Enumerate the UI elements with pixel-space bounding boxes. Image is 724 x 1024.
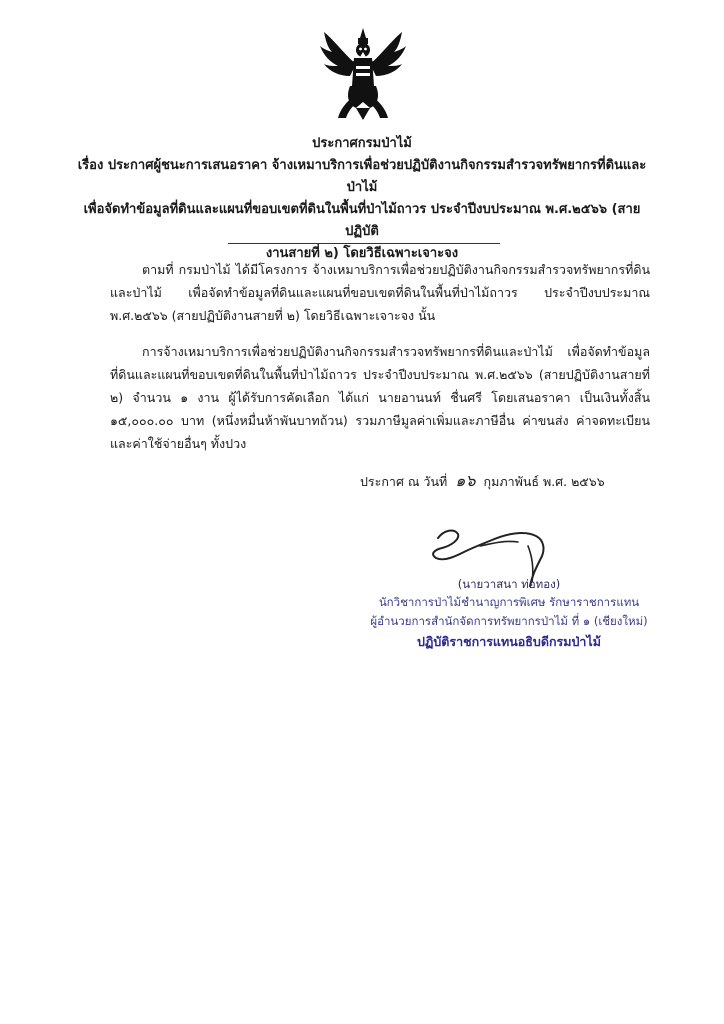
separator-line (228, 243, 500, 244)
document-title: ประกาศกรมป่าไม้ (312, 136, 412, 151)
official-stamp-text: ปฏิบัติราชการแทนอธิบดีกรมป่าไม้ (417, 634, 601, 649)
announce-prefix: ประกาศ ณ วันที่ (360, 474, 448, 489)
subject-line: เพื่อจัดทำข้อมูลที่ดินและแผนที่ขอบเขตที่ดินในพื้นที่ป่าไม้ถาวร ประจำปีงบประมาณ พ.ศ.๒๕๖๖ (สายปฏิบัติ (83, 202, 641, 239)
signer-position-1: นักวิชาการป่าไม้ชำนาญการพิเศษ รักษาราชการแทน (378, 595, 640, 609)
subject-line: เรื่อง ประกาศผู้ชนะการเสนอราคา จ้างเหมาบริการเพื่อช่วยปฏิบัติงานกิจกรรมสำรวจทรัพยากรที่ดินและป่าไม้ (77, 158, 647, 195)
paragraph-award-text: การจ้างเหมาบริการเพื่อช่วยปฏิบัติงานกิจกรรมสำรวจทรัพยากรที่ดินและป่าไม้ เพื่อจัดทำข้อมูลที่ดินและแผนที่ขอบเขตที่ดินในพื้นที่ป่าไม้ถาวร ประจำปีงบประมาณ พ.ศ.๒๕๖๖ (สายปฏิบัติงานสายที่ ๒) จำนวน ๑ งาน ผู้ได้รับการคัดเลือก ได้แก่ นายอานนท์ ชื่นศรี โดยเสนอราคา เป็นเงินทั้งสิ้น ๑๕,๐๐๐.๐๐ บาท (หนึ่งหมื่นห้าพันบาทถ้วน) รวมภาษีมูลค่าเพิ่มและภาษีอื่น ค่าขนส่ง ค่าจดทะเบียน และค่าใช้จ่ายอื่นๆ ทั้งปวง (110, 344, 650, 451)
paragraph-intro-text: ตามที่ กรมป่าไม้ ได้มีโครงการ จ้างเหมาบริการเพื่อช่วยปฏิบัติงานกิจกรรมสำรวจทรัพยากรที่ดินและป่าไม้ เพื่อจัดทำข้อมูลที่ดินและแผนที่ขอบเขตที่ดินในพื้นที่ป่าไม้ถาวร ประจำปีงบประมาณ พ.ศ.๒๕๖๖ (สายปฏิบัติงานสายที่ ๒) โดยวิธีเฉพาะเจาะจง นั้น (110, 262, 650, 323)
announcement-date (360, 470, 650, 493)
paragraph-award (110, 340, 650, 455)
announce-suffix: กุมภาพันธ์ พ.ศ. ๒๕๖๖ (483, 474, 605, 489)
document-subject (70, 155, 654, 265)
signer-position-2: ผู้อำนวยการสำนักจัดการทรัพยากรป่าไม้ ที่ ๑ (เชียงใหม่) (370, 614, 648, 628)
subject-line: งานสายที่ ๒) โดยวิธีเฉพาะเจาะจง (265, 246, 459, 261)
signer-name: (นายวาสนา ท่อทอง) (457, 577, 561, 591)
garuda-emblem-icon (316, 26, 410, 122)
announce-day: ๑๖ (455, 471, 476, 490)
paragraph-intro (110, 258, 650, 327)
